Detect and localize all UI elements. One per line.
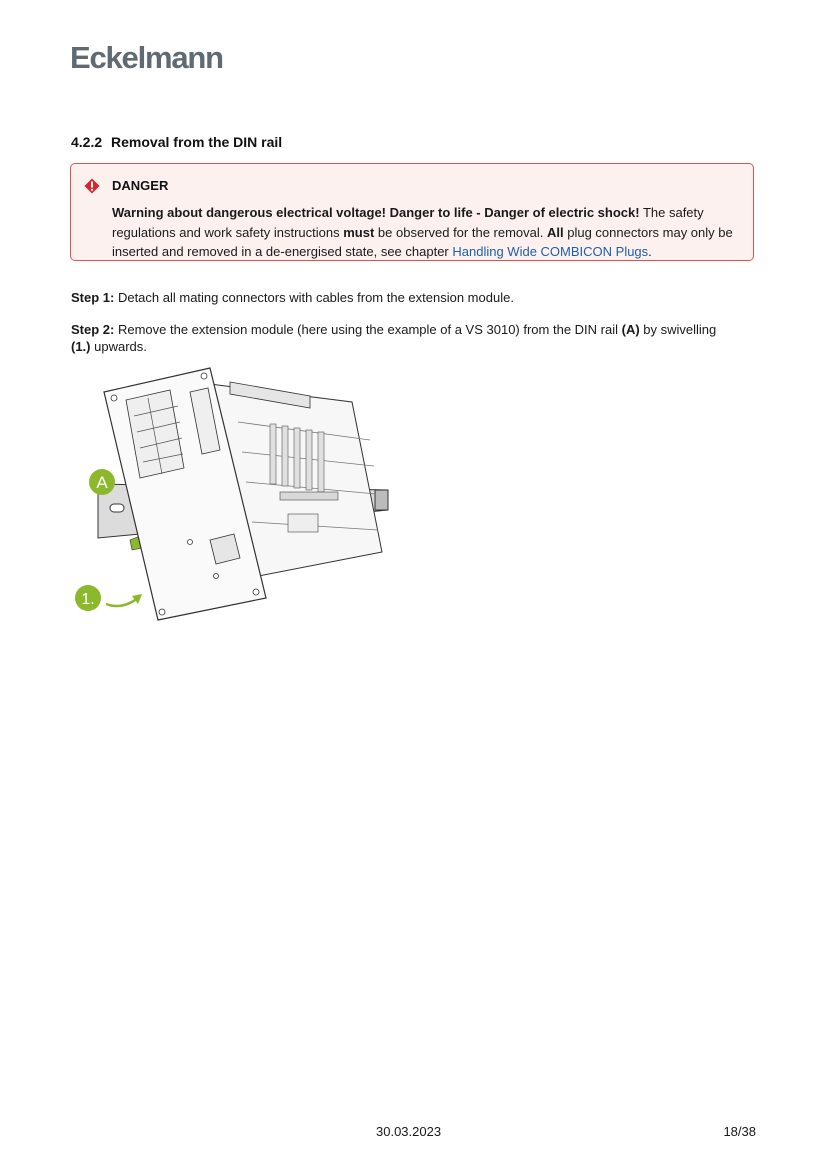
danger-must: must <box>343 224 375 240</box>
footer-page-number: 18/38 <box>723 1124 756 1139</box>
step-1-text: Detach all mating connectors with cables from the extension module. <box>114 290 514 305</box>
section-title: Removal from the DIN rail <box>111 134 283 150</box>
danger-text-part: be observed for the removal. <box>374 224 547 240</box>
step-1 <box>71 290 731 307</box>
step-2-text: upwards. <box>90 338 147 354</box>
step-2-text: by swivelling <box>639 322 717 337</box>
combicon-plugs-link[interactable]: Handling Wide COMBICON Plugs <box>452 244 649 259</box>
step-1-label: Step 1: <box>71 290 115 305</box>
section-number: 4.2.2 <box>71 134 103 150</box>
step-2 <box>71 322 731 355</box>
danger-notice <box>70 163 754 261</box>
danger-title: DANGER <box>112 178 169 193</box>
step-2-text: Remove the extension module (here using the example of a VS 3010) from the DIN rail <box>114 322 622 337</box>
callout-a-label: A <box>96 473 108 492</box>
danger-text-part: The safety regulations and work safety instructions <box>112 205 704 240</box>
callout-1-label: 1. <box>81 591 95 608</box>
danger-all: All <box>547 224 564 240</box>
callout-a <box>89 469 115 495</box>
step-2-bold-a: (A) <box>621 322 640 337</box>
swivel-arrow <box>106 598 138 606</box>
module-removal-illustration <box>70 362 390 624</box>
step-2-bold-1: (1.) <box>71 338 91 354</box>
callout-1 <box>75 585 142 611</box>
danger-diamond-icon <box>84 178 100 194</box>
danger-text-part: plug connectors may only be inserted and removed in a de-energised state, see chapter <box>112 224 733 259</box>
step-2-label: Step 2: <box>71 322 115 337</box>
footer-date: 30.03.2023 <box>376 1124 442 1139</box>
danger-bold-warning: Warning about dangerous electrical voltage! Danger to life - Danger of electric shock! <box>112 205 640 220</box>
arrow-head-icon <box>132 594 142 604</box>
eckelmann-logo: Eckelmann <box>70 40 223 75</box>
danger-text <box>112 203 748 262</box>
section-heading <box>71 134 282 150</box>
danger-text-part: . <box>648 244 652 259</box>
